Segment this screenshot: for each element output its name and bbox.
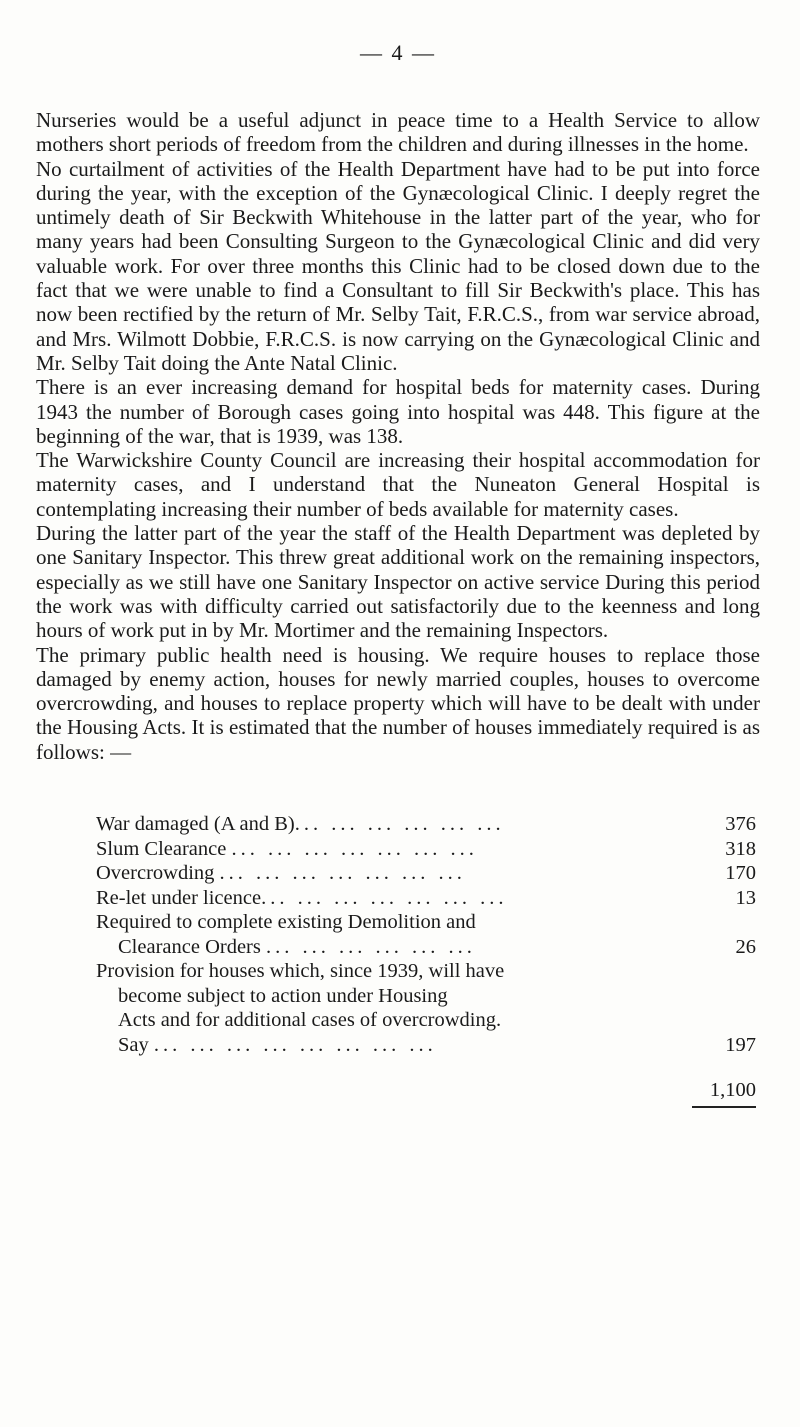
page-number: — 4 —	[360, 40, 436, 65]
row-label-line: become subject to action under Housing	[118, 984, 448, 1007]
paragraph-hospital-beds: There is an ever increasing demand for hospital beds for maternity cases. During 1943 the number of Borough cases going into hospital was 448. This figure at the beginning of the war, that is 1939, was 138.	[36, 375, 760, 448]
row-value: 318	[725, 837, 756, 860]
table-row-demolition	[96, 910, 756, 959]
row-label: Slum Clearance	[96, 837, 227, 860]
row-value: 13	[735, 886, 756, 909]
paragraph-housing-need: The primary public health need is housing. We require houses to replace those damaged by enemy action, houses for newly married couples, houses to overcome overcrowding, and houses to replace property which will have to be dealt with under the Housing Acts. It is estimated that the number of houses immediately required is as follows: —	[36, 642, 760, 764]
body-text	[36, 108, 760, 764]
leader-dots: ... ... ... ... ... ... ...	[219, 862, 466, 885]
paragraph-curtailment: No curtailment of activities of the Health Department have had to be put into force during the year, with the exception of the Gynæcological Clinic. I deeply regret the untimely death of Sir Beckwith Whitehouse in the latter part of the year, who for many years had been Consulting Surgeon to the Gynæcological Clinic and did very valuable work. For over three months this Clinic had to be closed down due to the fact that we were unable to find a Consultant to fill Sir Beckwith's place. This has now been rectified by the return of Mr. Selby Tait, F.R.C.S., from war service abroad, and Mrs. Wilmott Dobbie, F.R.C.S. is now carrying on the Gynæcological Clinic and Mr. Selby Tait doing the Ante Natal Clinic.	[36, 156, 760, 375]
row-label: War damaged (A and B)	[96, 813, 295, 836]
table-row	[96, 812, 756, 837]
row-label-line: Say	[118, 1033, 149, 1056]
row-label-line: Provision for houses which, since 1939, will have	[96, 960, 505, 983]
table-total: 1,100	[686, 1079, 756, 1108]
row-label-line: Acts and for additional cases of overcrowding.	[118, 1009, 502, 1032]
row-value: 26	[735, 935, 756, 958]
row-label-line: Clearance Orders	[118, 935, 261, 958]
paragraph-nurseries: Nurseries would be a useful adjunct in peace time to a Health Service to allow mothers short periods of freedom from the children and during illnesses in the home.	[36, 108, 760, 157]
row-label: Overcrowding	[96, 862, 215, 885]
row-label-line: Required to complete existing Demolition and	[96, 911, 476, 934]
row-value: 197	[725, 1033, 756, 1056]
paragraph-sanitary-inspector: During the latter part of the year the staff of the Health Department was depleted by one Sanitary Inspector. This threw great additional work on the remaining inspectors, especially as we still have one Sanitary Inspector on active service During this period the work was with difficulty carried out satisfactorily due to the keenness and long hours of work put in by Mr. Mortimer and the remaining Inspectors.	[36, 521, 760, 643]
table-row	[96, 861, 756, 886]
table-row	[96, 837, 756, 862]
row-value: 376	[725, 813, 756, 836]
row-value: 170	[725, 862, 756, 885]
leader-dots: ... ... ... ... ... ...	[265, 935, 476, 958]
table-row	[96, 886, 756, 911]
leader-dots: ... ... ... ... ... ... ...	[231, 837, 478, 860]
leader-dots: ... ... ... ... ... ...	[294, 813, 505, 836]
leader-dots: ... ... ... ... ... ... ...	[261, 886, 508, 909]
leader-dots: ... ... ... ... ... ... ... ...	[153, 1033, 437, 1056]
housing-requirements-table	[96, 812, 756, 1057]
row-label: Re-let under licence	[96, 886, 262, 909]
table-row-provision	[96, 959, 756, 1057]
paragraph-county-council: The Warwickshire County Council are increasing their hospital accommodation for maternity cases, and I understand that the Nuneaton General Hospital is contemplating increasing their number of beds available for maternity cases.	[36, 448, 760, 521]
